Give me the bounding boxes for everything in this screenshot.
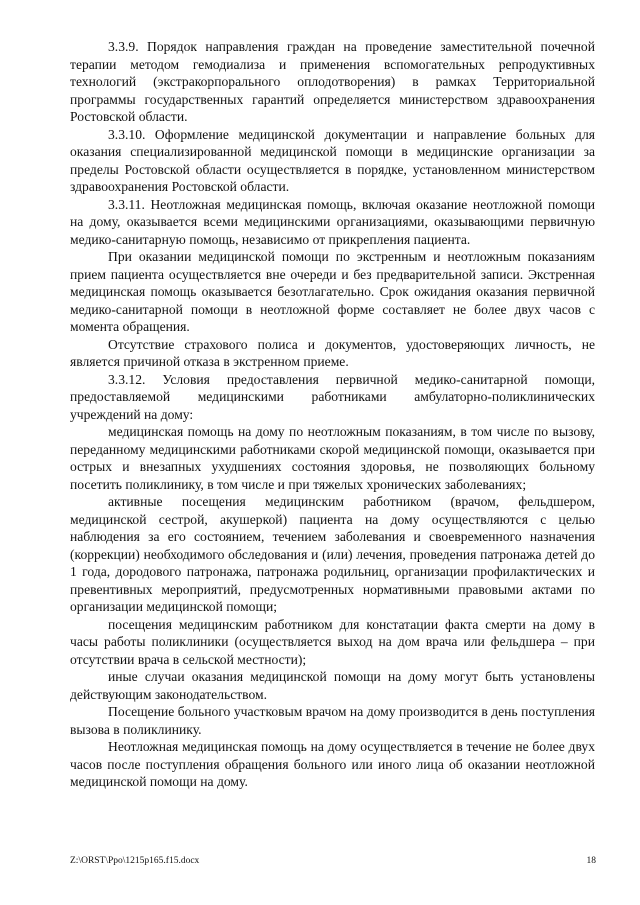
paragraph-urgent-home-timing: Неотложная медицинская помощь на дому осуществляется в течение не более двух часов после поступления обращения больного или иного лица об оказании неотложной медицинской помощи на дому.	[70, 739, 595, 789]
paragraph-home-urgent-care: медицинская помощь на дому по неотложным показаниям, в том числе по вызову, переданному медицинскими работниками скорой медицинской помощи, оказывается при острых и внезапных ухудшениях состояния здоровья, не позволяющих больному посетить поликлинику, в том числе и при тяжелых хронических заболеваниях;	[70, 424, 595, 492]
paragraph-3-3-10: 3.3.10. Оформление медицинской документации и направление больных для оказания специализированной медицинской помощи в медицинские организации за пределы Ростовской области осуществляется в порядке, установленном министерством здравоохранения Ростовской области.	[70, 126, 595, 194]
footer-file-path: Z:\ORST\Ppo\1215p165.f15.docx	[70, 856, 200, 866]
paragraph-3-3-11: 3.3.11. Неотложная медицинская помощь, включая оказание неотложной помощи на дому, оказывается всеми медицинскими организациями, оказывающими первичную медико-санитарную помощь, независимо от прикрепления пациента.	[70, 196, 595, 247]
paragraph-3-3-12: 3.3.12. Условия предоставления первичной медико-санитарной помощи, предоставляемой медицинскими работниками амбулаторно-поликлинических учреждений на дому:	[70, 371, 595, 422]
page-number: 18	[586, 856, 596, 866]
paragraph-active-visits: активные посещения медицинским работником (врачом, фельдшером, медицинской сестрой, акушеркой) пациента на дому осуществляются с целью наблюдения за его состоянием, течением заболевания и своевременного назначения (коррекции) необходимого обследования и (или) лечения, проведения патронажа детей до 1 года, дородового патронажа, патронажа родильниц, организации профилактических и превентивных мероприятий, предусмотренных нормативными правовыми актами по организации медицинской помощи;	[70, 494, 595, 614]
page-footer	[70, 856, 596, 866]
paragraph-district-doctor-visit: Посещение больного участковым врачом на дому производится в день поступления вызова в поликлинику.	[70, 704, 595, 737]
paragraph-emergency-reception: При оказании медицинской помощи по экстренным и неотложным показаниям прием пациента осуществляется вне очереди и без предварительной записи. Экстренная медицинская помощь оказывается безотлагательно. Срок ожидания оказания первичной медико-санитарной помощи в неотложной форме составляет не более двух часов с момента обращения.	[70, 249, 595, 334]
paragraph-other-cases: иные случаи оказания медицинской помощи на дому могут быть установлены действующим законодательством.	[70, 669, 595, 702]
paragraph-death-confirmation: посещения медицинским работником для констатации факта смерти на дому в часы работы поликлиники (осуществляется выход на дом врача или фельдшера – при отсутствии врача в сельской местности);	[70, 616, 595, 667]
paragraph-no-policy: Отсутствие страхового полиса и документов, удостоверяющих личность, не является причиной отказа в экстренном приеме.	[70, 336, 595, 369]
paragraph-3-3-9: 3.3.9. Порядок направления граждан на проведение заместительной почечной терапии методом гемодиализа и применения вспомогательных репродуктивных технологий (экстракорпорального оплодотворения) в рамках Территориальной программы государственных гарантий определяется министерством здравоохранения Ростовской области.	[70, 39, 595, 124]
document-body	[70, 38, 595, 791]
